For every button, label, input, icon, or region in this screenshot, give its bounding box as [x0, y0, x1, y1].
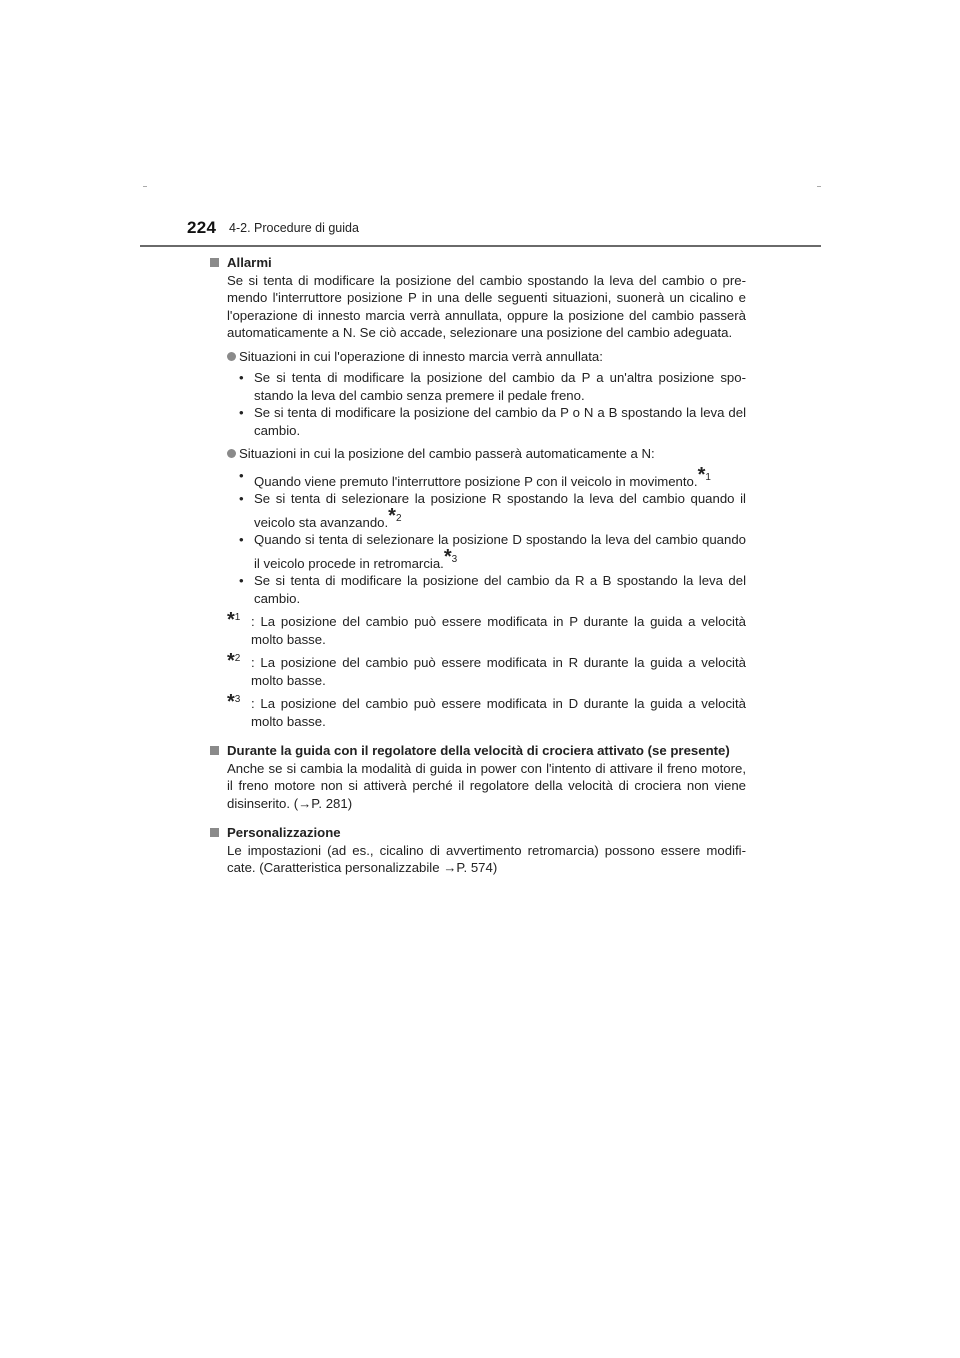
square-bullet-icon [210, 746, 219, 755]
page-header [187, 218, 820, 246]
footnote-2 [227, 650, 746, 689]
footnote-text: : La posizione del cambio può essere modificata in D durante la guida a velocità molto basse. [251, 696, 746, 729]
list-item-text: Se si tenta di modificare la posizione del cambio da P o N a B spostando la leva del cambio. [254, 405, 746, 438]
list-marker: • [239, 405, 244, 420]
list-marker: • [239, 491, 244, 506]
crop-mark-left [143, 186, 147, 187]
square-bullet-icon [210, 828, 219, 837]
square-bullet-icon [210, 258, 219, 267]
footnote-ref: *1 [697, 463, 711, 486]
list-item [239, 404, 746, 439]
bullet-passa-n-text: Situazioni in cui la posizione del cambio passerà automaticamente a N: [239, 446, 655, 461]
cruise-text: Anche se si cambia la modalità di guida in power con l'intento di attivare il freno motore, il freno motore non si attiverà perché il regolatore della velocità di crociera non viene disinserito. (→P. 281) [227, 760, 746, 811]
list-item [239, 463, 746, 491]
footnote-marker: *$^2$ [227, 650, 241, 672]
footnote-marker: *$^1$ [227, 609, 241, 631]
personalizzazione-text: Le impostazioni (ad es., cicalino di avvertimento retromarcia) possono essere modifi-cate. (Caratteristica personalizzabile →P. 574) [227, 842, 746, 875]
list-item [239, 572, 746, 607]
list-passa-n [239, 463, 746, 608]
footnote-1 [227, 609, 746, 648]
list-item-text: Quando si tenta di selezionare la posizione D spostando la leva del cambio quando il veicolo procede in retromarcia. [254, 532, 746, 571]
page-number: 224 [187, 218, 217, 237]
list-annullata [239, 369, 746, 439]
heading-cruise [210, 742, 746, 760]
footnote-text: : La posizione del cambio può essere modificata in R durante la guida a velocità molto basse. [251, 655, 746, 688]
allarmi-intro: Se si tenta di modificare la posizione del cambio spostando la leva del cambio o pre-mendo l'interruttore posizione P in una delle seguenti situazioni, suonerà un cicalino e l'operazione di innesto marcia verrà annullata, oppure la posizione del cambio passerà automaticamente a N. Se ciò accade, selezionare una posizione del cambio adeguata. [227, 272, 746, 340]
section-title: 4-2. Procedure di guida [229, 221, 359, 235]
list-item [239, 369, 746, 404]
footnote-3 [227, 691, 746, 730]
heading-allarmi [210, 254, 746, 272]
list-marker: • [239, 467, 244, 483]
list-marker: • [239, 370, 244, 385]
page-content [210, 254, 746, 877]
list-item-text: Se si tenta di selezionare la posizione R spostando la leva del cambio quando il veicolo sta avanzando. [254, 491, 746, 530]
footnote-ref: *3 [443, 545, 458, 568]
crop-mark-right [817, 186, 821, 187]
bullet-annullata [227, 348, 746, 366]
list-item-text: Se si tenta di modificare la posizione del cambio da P a un'altra posizione spo-stando la leva del cambio senza premere il pedale freno. [254, 370, 746, 403]
list-item [239, 490, 746, 531]
footnote-ref: *2 [388, 504, 402, 527]
footnote-text: : La posizione del cambio può essere modificata in P durante la guida a velocità molto basse. [251, 614, 746, 647]
footnote-marker: *$^3$ [227, 691, 241, 713]
list-item-text: Quando viene premuto l'interruttore posizione P con il veicolo in movimento. [254, 473, 698, 489]
header-rule [140, 245, 821, 247]
heading-personalizzazione-text: Personalizzazione [227, 825, 341, 840]
round-bullet-icon [227, 449, 236, 458]
list-item-text: Se si tenta di modificare la posizione del cambio da R a B spostando la leva del cambio. [254, 573, 746, 606]
list-marker: • [239, 573, 244, 588]
heading-personalizzazione [210, 824, 746, 842]
list-marker: • [239, 532, 244, 547]
list-item [239, 531, 746, 572]
bullet-annullata-text: Situazioni in cui l'operazione di innesto marcia verrà annullata: [239, 348, 603, 364]
round-bullet-icon [227, 352, 236, 361]
bullet-passa-n [227, 445, 746, 463]
heading-allarmi-text: Allarmi [227, 255, 272, 270]
heading-cruise-text: Durante la guida con il regolatore della velocità di crociera attivato (se presente) [227, 743, 730, 758]
